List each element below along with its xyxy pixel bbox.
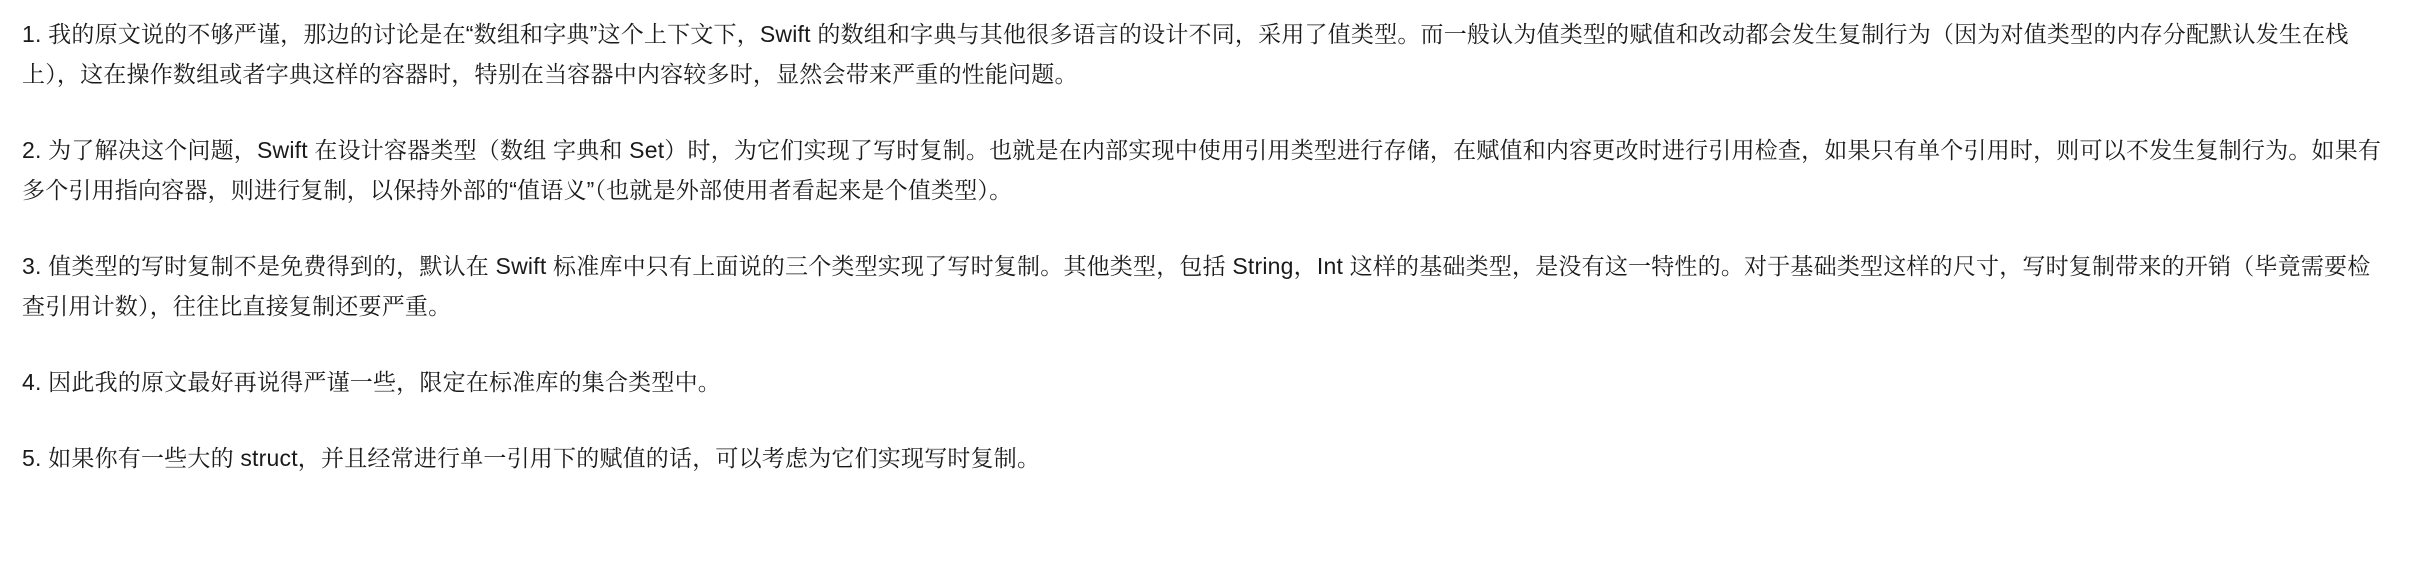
paragraph-4: 4. 因此我的原文最好再说得严谨一些，限定在标准库的集合类型中。 [22, 369, 721, 395]
paragraph-2: 2. 为了解决这个问题，Swift 在设计容器类型（数组 字典和 Set）时，为它们实现了写时复制。也就是在内部实现中使用引用类型进行存储，在赋值和内容更改时进行引用检查，如果只有单个引用时，则可以不发生复制行为。如果有多个引用指向容器，则进行复制，以保持外部的“值语义”（也就是外部使用者看起来是个值类型）。 [22, 137, 2382, 203]
paragraph-1: 1. 我的原文说的不够严谨，那边的讨论是在“数组和字典”这个上下文下，Swift 的数组和字典与其他很多语言的设计不同，采用了值类型。而一般认为值类型的赋值和改动都会发生复制行为（因为对值类型的内存分配默认发生在栈上），这在操作数组或者字典这样的容器时，特别在当容器中内容较多时，显然会带来严重的性能问题。 [22, 21, 2349, 87]
paragraph-5: 5. 如果你有一些大的 struct，并且经常进行单一引用下的赋值的话，可以考虑为它们实现写时复制。 [22, 445, 1041, 471]
paragraph-3: 3. 值类型的写时复制不是免费得到的，默认在 Swift 标准库中只有上面说的三个类型实现了写时复制。其他类型，包括 String，Int 这样的基础类型，是没有这一特性的。对于基础类型这样的尺寸，写时复制带来的开销（毕竟需要检查引用计数），往往比直接复制还要严重。 [22, 253, 2371, 319]
